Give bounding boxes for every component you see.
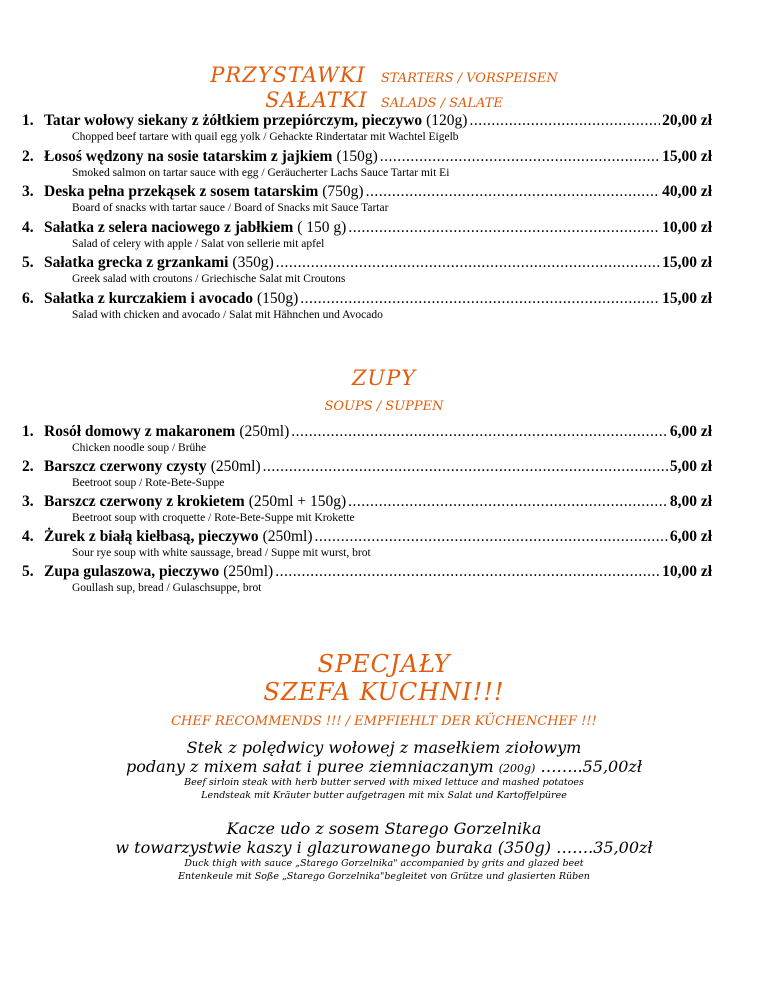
special-desc-de: Lendsteak mit Kräuter butter aufgetragen mit mix Salat und Kartoffelpüree bbox=[201, 790, 567, 801]
special-desc-en: Beef sirloin steak with herb butter served with mixed lettuce and mashed potatoes bbox=[184, 777, 584, 788]
item-number: 3. bbox=[22, 183, 34, 200]
starters-title-en: STARTERS / VORSPEISEN bbox=[380, 71, 558, 86]
item-description: Chicken noodle soup / Brühe bbox=[72, 442, 207, 454]
item-price: 6,00 zł bbox=[669, 528, 712, 545]
item-price: 8,00 zł bbox=[669, 493, 712, 510]
menu-item bbox=[22, 148, 712, 179]
item-name: Zupa gulaszowa, pieczywo bbox=[44, 563, 220, 580]
menu-item-line bbox=[22, 112, 712, 130]
item-leader-dots bbox=[300, 290, 660, 308]
salads-heading bbox=[0, 88, 768, 112]
special-price: 55,00zł bbox=[582, 757, 643, 776]
soups-heading bbox=[0, 366, 768, 390]
item-name: Barszcz czerwony z krokietem bbox=[44, 493, 245, 510]
menu-item-line bbox=[22, 528, 712, 546]
item-name: Żurek z białą kiełbasą, pieczywo bbox=[44, 528, 259, 545]
item-leader-dots bbox=[348, 493, 668, 511]
item-number: 4. bbox=[22, 528, 34, 545]
special-portion: (200g) bbox=[498, 762, 536, 775]
special-desc-de: Entenkeule mit Soße „Starego Gorzelnika"begleitet von Grütze und glasierten Rüben bbox=[178, 871, 590, 882]
starters-title-pl: PRZYSTAWKI bbox=[210, 63, 366, 87]
item-portion: (250ml) bbox=[210, 458, 261, 475]
menu-item-line bbox=[22, 219, 712, 237]
special-price: 35,00zł bbox=[593, 838, 653, 857]
item-portion: (250ml) bbox=[262, 528, 313, 545]
special-dots: …….. bbox=[540, 757, 583, 776]
item-price: 15,00 zł bbox=[662, 254, 712, 271]
menu-item-line bbox=[22, 493, 712, 511]
item-number: 1. bbox=[22, 112, 34, 129]
specials-title-line1: SPECJAŁY bbox=[317, 650, 451, 678]
item-description: Salad with chicken and avocado / Salat mit Hähnchen und Avocado bbox=[72, 308, 383, 321]
menu-item bbox=[22, 290, 712, 321]
item-price: 5,00 zł bbox=[669, 458, 712, 475]
menu-item bbox=[22, 458, 712, 489]
item-price: 6,00 zł bbox=[669, 423, 712, 440]
item-name: Rosół domowy z makaronem bbox=[44, 423, 236, 440]
item-number: 5. bbox=[22, 563, 34, 580]
menu-item bbox=[22, 254, 712, 285]
item-number: 1. bbox=[22, 423, 34, 440]
menu-item bbox=[22, 112, 712, 143]
special-name-line2 bbox=[0, 838, 768, 857]
item-description: Chopped beef tartare with quail egg yolk / Gehackte Rindertatar mit Wachtel Eigelb bbox=[72, 131, 459, 143]
menu-item-line bbox=[22, 254, 712, 272]
item-name: Tatar wołowy siekany z żółtkiem przepiórczym, pieczywo bbox=[44, 112, 423, 129]
special-name-line1: Kacze udo z sosem Starego Gorzelnika bbox=[226, 819, 542, 838]
item-portion: (350g) bbox=[232, 254, 274, 271]
item-description: Beetroot soup with croquette / Rote-Bete-Suppe mit Krokette bbox=[72, 512, 355, 524]
menu-item bbox=[22, 183, 712, 214]
soups-title-pl: ZUPY bbox=[351, 366, 417, 390]
item-price: 15,00 zł bbox=[662, 289, 712, 307]
item-leader-dots bbox=[291, 423, 668, 441]
item-description: Salad of celery with apple / Salat von sellerie mit apfel bbox=[72, 237, 325, 250]
salads-title-pl: SAŁATKI bbox=[265, 88, 368, 112]
item-description: Board of snacks with tartar sauce / Board of Snacks mit Sauce Tartar bbox=[72, 202, 389, 214]
menu-item-line bbox=[22, 148, 712, 166]
item-portion: (150g) bbox=[336, 147, 378, 165]
specials-subtitle: CHEF RECOMMENDS !!! / EMPFIEHLT DER KÜCHENCHEF !!! bbox=[171, 714, 597, 729]
menu-item-line bbox=[22, 183, 712, 201]
item-portion: (250ml) bbox=[223, 563, 274, 580]
item-price: 10,00 zł bbox=[662, 218, 712, 236]
item-description: Smoked salmon on tartar sauce with egg / Geräucherter Lachs Sauce Tartar mit Ei bbox=[72, 166, 450, 179]
item-portion: ( 150 g) bbox=[297, 218, 347, 236]
menu-item-line bbox=[22, 290, 712, 308]
special-item bbox=[0, 738, 768, 802]
menu-item bbox=[22, 563, 712, 594]
specials-subheading bbox=[0, 710, 768, 729]
menu-item bbox=[22, 423, 712, 454]
item-number: 4. bbox=[22, 218, 34, 236]
item-number: 3. bbox=[22, 493, 34, 510]
specials-heading bbox=[0, 650, 768, 678]
item-name: Sałatka grecka z grzankami bbox=[44, 254, 229, 271]
soups-subheading bbox=[0, 395, 768, 414]
item-description: Goullash sup, bread / Gulaschsuppe, brot bbox=[72, 582, 262, 594]
menu-item bbox=[22, 528, 712, 559]
specials-title-line2: SZEFA KUCHNI!!! bbox=[263, 678, 505, 706]
item-description: Sour rye soup with white saussage, bread / Suppe mit wurst, brot bbox=[72, 547, 371, 559]
item-name: Sałatka z selera naciowego z jabłkiem bbox=[44, 218, 294, 236]
item-leader-dots bbox=[263, 458, 668, 476]
item-portion: (750g) bbox=[322, 183, 364, 200]
item-description: Beetroot soup / Rote-Bete-Suppe bbox=[72, 477, 225, 489]
special-name-text: w towarzystwie kaszy i glazurowanego buraka bbox=[115, 838, 493, 857]
item-number: 6. bbox=[22, 289, 34, 307]
item-leader-dots bbox=[348, 219, 660, 237]
item-leader-dots bbox=[380, 148, 660, 166]
item-portion: (250ml) bbox=[239, 423, 290, 440]
item-portion: (120g) bbox=[426, 112, 468, 129]
item-leader-dots bbox=[469, 112, 660, 130]
item-price: 40,00 zł bbox=[662, 183, 712, 200]
salads-title-en: SALADS / SALATE bbox=[380, 96, 503, 111]
item-name: Sałatka z kurczakiem i avocado bbox=[44, 289, 253, 307]
menu-item bbox=[22, 493, 712, 524]
item-portion: (150g) bbox=[256, 289, 299, 307]
menu-item bbox=[22, 219, 712, 250]
special-portion: (350g) bbox=[497, 838, 551, 857]
specials-heading-2 bbox=[0, 678, 768, 706]
item-leader-dots bbox=[315, 528, 668, 546]
item-name: Łosoś wędzony na sosie tatarskim z jajkiem bbox=[44, 147, 333, 165]
special-name-line2 bbox=[0, 757, 768, 776]
item-price: 20,00 zł bbox=[662, 112, 712, 129]
item-name: Deska pełna przekąsek z sosem tatarskim bbox=[44, 183, 319, 200]
item-portion: (250ml + 150g) bbox=[248, 493, 347, 510]
item-price: 15,00 zł bbox=[662, 147, 712, 165]
item-leader-dots bbox=[366, 183, 660, 201]
special-item bbox=[0, 819, 768, 883]
special-desc-en: Duck thigh with sauce „Starego Gorzelnika" accompanied by grits and glazed beet bbox=[184, 858, 584, 869]
special-name-text: podany z mixem sałat i puree ziemniaczanym bbox=[125, 757, 494, 776]
special-name-line1: Stek z polędwicy wołowej z masełkiem ziołowym bbox=[186, 738, 582, 757]
item-number: 2. bbox=[22, 458, 34, 475]
special-dots: ……. bbox=[556, 838, 594, 857]
item-name: Barszcz czerwony czysty bbox=[44, 458, 207, 475]
menu-item-line bbox=[22, 563, 712, 581]
item-price: 10,00 zł bbox=[662, 563, 712, 580]
item-leader-dots bbox=[276, 254, 660, 272]
item-leader-dots bbox=[275, 563, 660, 581]
menu-item-line bbox=[22, 458, 712, 476]
item-number: 5. bbox=[22, 254, 34, 271]
soups-title-en: SOUPS / SUPPEN bbox=[324, 399, 444, 414]
item-number: 2. bbox=[22, 147, 34, 165]
starters-heading bbox=[0, 63, 768, 87]
item-description: Greek salad with croutons / Griechische Salat mit Croutons bbox=[72, 273, 346, 285]
menu-item-line bbox=[22, 423, 712, 441]
